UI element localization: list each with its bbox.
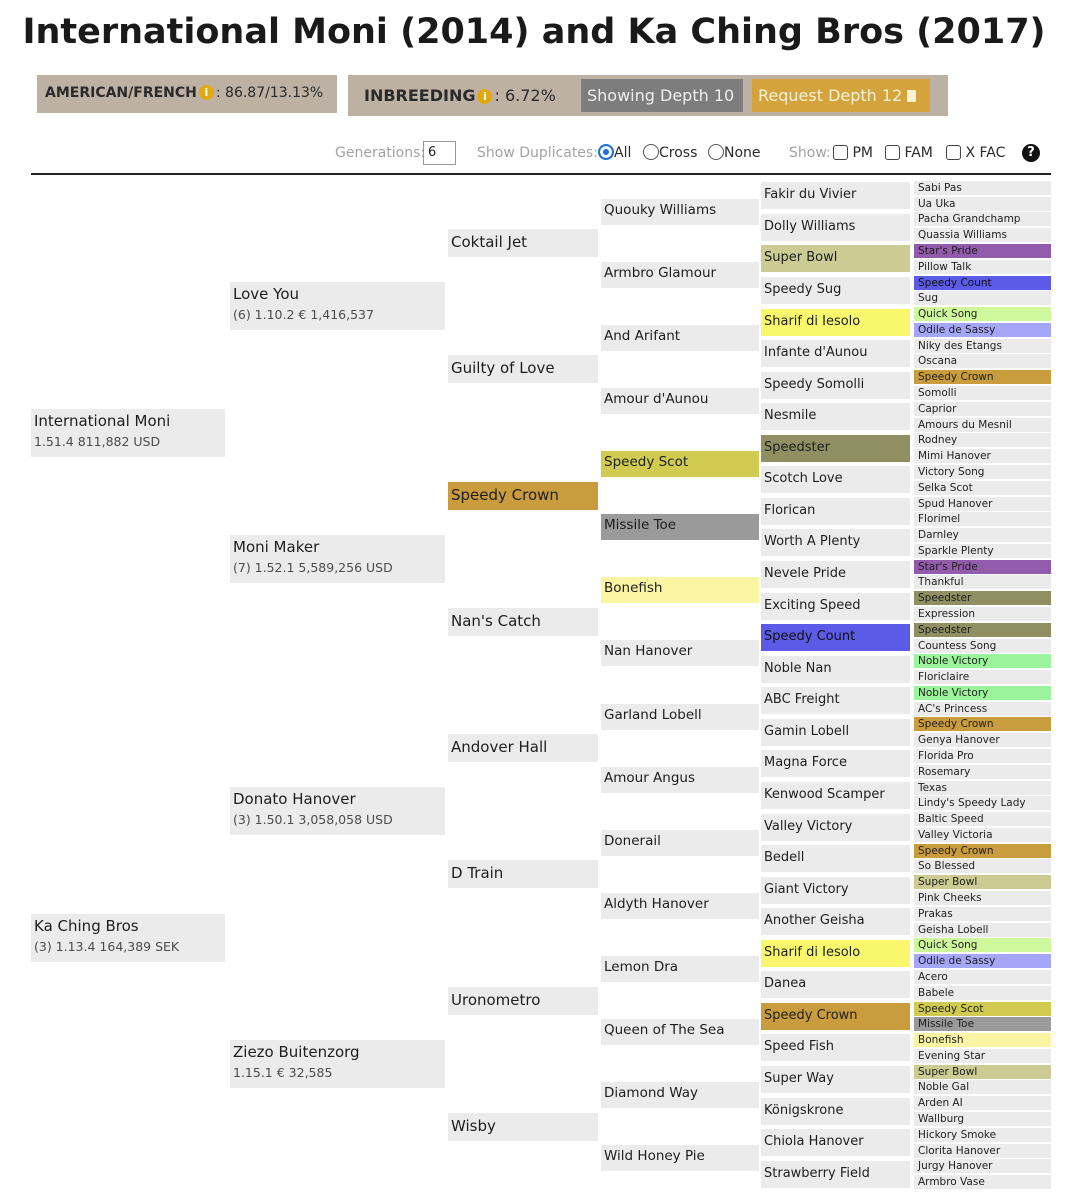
horse-g2-3[interactable] bbox=[230, 1040, 445, 1088]
horse-g5-24[interactable]: Sharif di Iesolo bbox=[761, 940, 910, 967]
horse-g1-0[interactable] bbox=[31, 409, 225, 457]
american-french-label: AMERICAN/FRENCH bbox=[45, 85, 197, 101]
horse-g5-25[interactable]: Danea bbox=[761, 971, 910, 998]
horse-name: Amour d'Aunou bbox=[604, 391, 709, 407]
horse-g6-61[interactable]: Clorita Hanover bbox=[914, 1144, 1051, 1158]
horse-g6-15[interactable]: Amours du Mesnil bbox=[914, 418, 1051, 432]
horse-g6-2[interactable]: Pacha Grandchamp bbox=[914, 212, 1051, 226]
horse-g6-22[interactable]: Darnley bbox=[914, 528, 1051, 542]
horse-g6-32[interactable]: Noble Victory bbox=[914, 686, 1051, 700]
horse-g5-5[interactable]: Infante d'Aunou bbox=[761, 340, 910, 367]
horse-g6-18[interactable]: Victory Song bbox=[914, 465, 1051, 479]
horse-g5-28[interactable]: Super Way bbox=[761, 1066, 910, 1093]
horse-g6-4[interactable]: Star's Pride bbox=[914, 244, 1051, 258]
horse-g4-15[interactable] bbox=[601, 1145, 759, 1171]
horse-name: Uronometro bbox=[451, 991, 541, 1009]
radio-cross-label: Cross bbox=[659, 145, 698, 161]
horse-record: (3) 1.13.4 164,389 SEK bbox=[34, 939, 180, 954]
horse-g3-0[interactable] bbox=[448, 229, 598, 257]
calculator-icon bbox=[907, 90, 916, 102]
horse-name: Speedy Crown bbox=[451, 486, 559, 504]
horse-g6-14[interactable]: Caprior bbox=[914, 402, 1051, 416]
request-depth-label: Request Depth 12 bbox=[758, 86, 903, 105]
horse-g2-0[interactable] bbox=[230, 282, 445, 330]
show-duplicates-label: Show Duplicates: bbox=[477, 145, 598, 161]
showing-depth-label: Showing Depth 10 bbox=[587, 86, 735, 105]
horse-g5-15[interactable]: Noble Nan bbox=[761, 656, 910, 683]
horse-g4-5[interactable] bbox=[601, 514, 759, 540]
horse-g6-11[interactable]: Oscana bbox=[914, 354, 1051, 368]
pm-label: PM bbox=[852, 145, 873, 161]
horse-name: Garland Lobell bbox=[604, 707, 702, 723]
radio-none[interactable] bbox=[708, 143, 761, 163]
horse-name: Diamond Way bbox=[604, 1085, 698, 1101]
horse-g5-7[interactable]: Nesmile bbox=[761, 403, 910, 430]
horse-g6-34[interactable]: Speedy Crown bbox=[914, 717, 1051, 731]
horse-g6-24[interactable]: Star's Pride bbox=[914, 560, 1051, 574]
horse-g6-3[interactable]: Quassia Williams bbox=[914, 228, 1051, 242]
show-label: Show: bbox=[789, 145, 831, 161]
showing-depth-button[interactable] bbox=[581, 79, 743, 112]
horse-g5-31[interactable]: Strawberry Field bbox=[761, 1161, 910, 1188]
horse-g4-7[interactable] bbox=[601, 640, 759, 666]
horse-g5-1[interactable]: Dolly Williams bbox=[761, 214, 910, 241]
horse-record: 1.15.1 € 32,585 bbox=[233, 1065, 333, 1080]
horse-g6-55[interactable]: Evening Star bbox=[914, 1049, 1051, 1063]
horse-g3-4[interactable] bbox=[448, 734, 598, 762]
horse-g1-1[interactable] bbox=[31, 914, 225, 962]
horse-g6-13[interactable]: Somolli bbox=[914, 386, 1051, 400]
horse-g6-54[interactable]: Bonefish bbox=[914, 1033, 1051, 1047]
horse-name: Lemon Dra bbox=[604, 959, 679, 975]
page-title: International Moni (2014) and Ka Ching Bros (2017) bbox=[22, 12, 1046, 52]
xfac-label: X FAC bbox=[965, 145, 1006, 161]
horse-g4-13[interactable] bbox=[601, 1019, 759, 1045]
horse-g6-49[interactable]: Odile de Sassy bbox=[914, 954, 1051, 968]
horse-g6-27[interactable]: Expression bbox=[914, 607, 1051, 621]
horse-g5-2[interactable]: Super Bowl bbox=[761, 245, 910, 272]
horse-g3-5[interactable] bbox=[448, 860, 598, 888]
horse-g5-4[interactable]: Sharif di Iesolo bbox=[761, 309, 910, 336]
horse-g4-10[interactable] bbox=[601, 830, 759, 856]
horse-g4-0[interactable] bbox=[601, 199, 759, 225]
horse-g6-44[interactable]: Super Bowl bbox=[914, 875, 1051, 889]
horse-g5-10[interactable]: Florican bbox=[761, 498, 910, 525]
horse-g6-58[interactable]: Arden AI bbox=[914, 1096, 1051, 1110]
horse-g6-41[interactable]: Valley Victoria bbox=[914, 828, 1051, 842]
horse-g3-1[interactable] bbox=[448, 355, 598, 383]
horse-g5-8[interactable]: Speedster bbox=[761, 435, 910, 462]
horse-g6-25[interactable]: Thankful bbox=[914, 575, 1051, 589]
horse-g5-21[interactable]: Bedell bbox=[761, 845, 910, 872]
horse-g6-8[interactable]: Quick Song bbox=[914, 307, 1051, 321]
horse-g6-46[interactable]: Prakas bbox=[914, 907, 1051, 921]
horse-g6-21[interactable]: Florimel bbox=[914, 512, 1051, 526]
horse-g6-23[interactable]: Sparkle Plenty bbox=[914, 544, 1051, 558]
horse-name: Quouky Williams bbox=[604, 202, 717, 218]
horse-name: D Train bbox=[451, 864, 504, 882]
radio-none-indicator[interactable] bbox=[708, 144, 724, 160]
horse-name: International Moni bbox=[34, 412, 171, 430]
horse-name: Queen of The Sea bbox=[604, 1022, 725, 1038]
horse-name: Andover Hall bbox=[451, 738, 548, 756]
horse-g5-14[interactable]: Speedy Count bbox=[761, 624, 910, 651]
horse-name: Bonefish bbox=[604, 580, 663, 596]
horse-record: (7) 1.52.1 5,589,256 USD bbox=[233, 560, 393, 575]
horse-g6-28[interactable]: Speedster bbox=[914, 623, 1051, 637]
horse-g6-53[interactable]: Missile Toe bbox=[914, 1017, 1051, 1031]
horse-g6-31[interactable]: Floriclaire bbox=[914, 670, 1051, 684]
horse-g6-52[interactable]: Speedy Scot bbox=[914, 1002, 1051, 1016]
horse-g4-4[interactable] bbox=[601, 451, 759, 477]
generations-label: Generations: bbox=[335, 145, 426, 161]
american-french-panel bbox=[37, 75, 337, 113]
horse-g5-23[interactable]: Another Geisha bbox=[761, 908, 910, 935]
horse-g5-22[interactable]: Giant Victory bbox=[761, 877, 910, 904]
info-icon[interactable]: i bbox=[477, 89, 492, 104]
horse-g6-63[interactable]: Armbro Vase bbox=[914, 1175, 1051, 1189]
radio-all-indicator[interactable] bbox=[598, 144, 614, 160]
horse-g6-6[interactable]: Speedy Count bbox=[914, 276, 1051, 290]
horse-g6-50[interactable]: Acero bbox=[914, 970, 1051, 984]
horse-g6-29[interactable]: Countess Song bbox=[914, 639, 1051, 653]
inbreeding-value: : 6.72% bbox=[494, 86, 556, 105]
horse-g6-9[interactable]: Odile de Sassy bbox=[914, 323, 1051, 337]
horse-name: Ziezo Buitenzorg bbox=[233, 1043, 360, 1061]
horse-g4-6[interactable] bbox=[601, 577, 759, 603]
horse-g5-3[interactable]: Speedy Sug bbox=[761, 277, 910, 304]
horse-g2-2[interactable] bbox=[230, 787, 445, 835]
radio-all-label: All bbox=[614, 145, 632, 161]
horse-g5-26[interactable]: Speedy Crown bbox=[761, 1003, 910, 1030]
horse-g6-10[interactable]: Niky des Etangs bbox=[914, 339, 1051, 353]
horse-g6-45[interactable]: Pink Cheeks bbox=[914, 891, 1051, 905]
horse-g3-2[interactable] bbox=[448, 482, 598, 510]
horse-g6-30[interactable]: Noble Victory bbox=[914, 654, 1051, 668]
horse-name: Wisby bbox=[451, 1117, 496, 1135]
horse-g6-51[interactable]: Babele bbox=[914, 986, 1051, 1000]
american-french-value: : 86.87/13.13% bbox=[215, 85, 324, 101]
horse-g6-5[interactable]: Pillow Talk bbox=[914, 260, 1051, 274]
horse-name: Armbro Glamour bbox=[604, 265, 717, 281]
horse-g4-2[interactable] bbox=[601, 325, 759, 351]
horse-g5-30[interactable]: Chiola Hanover bbox=[761, 1129, 910, 1156]
inbreeding-label: INBREEDING bbox=[364, 86, 476, 105]
horse-name: Aldyth Hanover bbox=[604, 896, 709, 912]
radio-cross[interactable] bbox=[643, 143, 697, 163]
horse-record: (3) 1.50.1 3,058,058 USD bbox=[233, 812, 393, 827]
horse-g4-12[interactable] bbox=[601, 956, 759, 982]
horse-g6-40[interactable]: Baltic Speed bbox=[914, 812, 1051, 826]
horse-name: Missile Toe bbox=[604, 517, 677, 533]
horse-name: Coktail Jet bbox=[451, 233, 528, 251]
request-depth-button[interactable] bbox=[752, 79, 930, 112]
horse-g6-12[interactable]: Speedy Crown bbox=[914, 370, 1051, 384]
horse-record: (6) 1.10.2 € 1,416,537 bbox=[233, 307, 374, 322]
horse-g6-26[interactable]: Speedster bbox=[914, 591, 1051, 605]
horse-g6-36[interactable]: Florida Pro bbox=[914, 749, 1051, 763]
horse-g6-19[interactable]: Selka Scot bbox=[914, 481, 1051, 495]
pm-checkbox-box[interactable] bbox=[833, 145, 848, 160]
horse-g5-20[interactable]: Valley Victory bbox=[761, 814, 910, 841]
horse-g5-16[interactable]: ABC Freight bbox=[761, 687, 910, 714]
horse-name: Nan's Catch bbox=[451, 612, 541, 630]
horse-g6-38[interactable]: Texas bbox=[914, 781, 1051, 795]
horse-g3-6[interactable] bbox=[448, 987, 598, 1015]
horse-g3-3[interactable] bbox=[448, 608, 598, 636]
horse-g6-35[interactable]: Genya Hanover bbox=[914, 733, 1051, 747]
fam-checkbox[interactable] bbox=[885, 143, 933, 163]
horse-g6-42[interactable]: Speedy Crown bbox=[914, 844, 1051, 858]
fam-label: FAM bbox=[904, 145, 933, 161]
horse-g4-3[interactable] bbox=[601, 388, 759, 414]
horse-name: Moni Maker bbox=[233, 538, 320, 556]
radio-none-label: None bbox=[724, 145, 761, 161]
horse-g6-37[interactable]: Rosemary bbox=[914, 765, 1051, 779]
horse-name: Ka Ching Bros bbox=[34, 917, 139, 935]
fam-checkbox-box[interactable] bbox=[885, 145, 900, 160]
xfac-checkbox[interactable] bbox=[946, 143, 1005, 163]
horse-name: And Arifant bbox=[604, 328, 681, 344]
horse-g6-20[interactable]: Spud Hanover bbox=[914, 497, 1051, 511]
horse-g5-11[interactable]: Worth A Plenty bbox=[761, 529, 910, 556]
horse-g6-39[interactable]: Lindy's Speedy Lady bbox=[914, 796, 1051, 810]
horse-g3-7[interactable] bbox=[448, 1113, 598, 1141]
horse-name: Nan Hanover bbox=[604, 643, 693, 659]
horse-g5-27[interactable]: Speed Fish bbox=[761, 1034, 910, 1061]
horse-g5-0[interactable]: Fakir du Vivier bbox=[761, 182, 910, 209]
horse-name: Amour Angus bbox=[604, 770, 695, 786]
horse-g6-16[interactable]: Rodney bbox=[914, 433, 1051, 447]
horse-g4-8[interactable] bbox=[601, 704, 759, 730]
horse-g5-9[interactable]: Scotch Love bbox=[761, 466, 910, 493]
horse-g6-62[interactable]: Jurgy Hanover bbox=[914, 1159, 1051, 1173]
help-icon[interactable]: ? bbox=[1022, 144, 1040, 162]
pm-checkbox[interactable] bbox=[833, 143, 873, 163]
horse-g5-18[interactable]: Magna Force bbox=[761, 750, 910, 777]
horse-name: Donerail bbox=[604, 833, 661, 849]
horse-g2-1[interactable] bbox=[230, 535, 445, 583]
horse-g5-13[interactable]: Exciting Speed bbox=[761, 593, 910, 620]
generations-input[interactable]: 6 bbox=[423, 141, 456, 165]
horse-g6-17[interactable]: Mimi Hanover bbox=[914, 449, 1051, 463]
horse-name: Love You bbox=[233, 285, 299, 303]
horse-g6-1[interactable]: Ua Uka bbox=[914, 197, 1051, 211]
horse-g6-56[interactable]: Super Bowl bbox=[914, 1065, 1051, 1079]
horse-g5-12[interactable]: Nevele Pride bbox=[761, 561, 910, 588]
horse-g6-57[interactable]: Noble Gal bbox=[914, 1080, 1051, 1094]
xfac-checkbox-box[interactable] bbox=[946, 145, 961, 160]
horse-g6-60[interactable]: Hickory Smoke bbox=[914, 1128, 1051, 1142]
horse-g4-1[interactable] bbox=[601, 262, 759, 288]
horse-name: Speedy Scot bbox=[604, 454, 689, 470]
info-icon[interactable]: i bbox=[199, 85, 214, 100]
horse-record: 1.51.4 811,882 USD bbox=[34, 434, 161, 449]
radio-cross-indicator[interactable] bbox=[643, 144, 659, 160]
horse-name: Guilty of Love bbox=[451, 359, 555, 377]
horse-g5-17[interactable]: Gamin Lobell bbox=[761, 719, 910, 746]
horse-name: Wild Honey Pie bbox=[604, 1148, 705, 1164]
horse-name: Donato Hanover bbox=[233, 790, 356, 808]
header-divider bbox=[31, 173, 1051, 175]
horse-g6-7[interactable]: Sug bbox=[914, 291, 1051, 305]
horse-g6-0[interactable]: Sabi Pas bbox=[914, 181, 1051, 195]
horse-g6-47[interactable]: Geisha Lobell bbox=[914, 923, 1051, 937]
horse-g6-48[interactable]: Quick Song bbox=[914, 938, 1051, 952]
horse-g5-29[interactable]: Königskrone bbox=[761, 1098, 910, 1125]
horse-g5-6[interactable]: Speedy Somolli bbox=[761, 372, 910, 399]
horse-g6-59[interactable]: Wallburg bbox=[914, 1112, 1051, 1126]
horse-g4-14[interactable] bbox=[601, 1082, 759, 1108]
radio-all[interactable] bbox=[598, 143, 631, 163]
horse-g4-11[interactable] bbox=[601, 893, 759, 919]
horse-g4-9[interactable] bbox=[601, 767, 759, 793]
horse-g6-33[interactable]: AC's Princess bbox=[914, 702, 1051, 716]
horse-g6-43[interactable]: So Blessed bbox=[914, 859, 1051, 873]
horse-g5-19[interactable]: Kenwood Scamper bbox=[761, 782, 910, 809]
